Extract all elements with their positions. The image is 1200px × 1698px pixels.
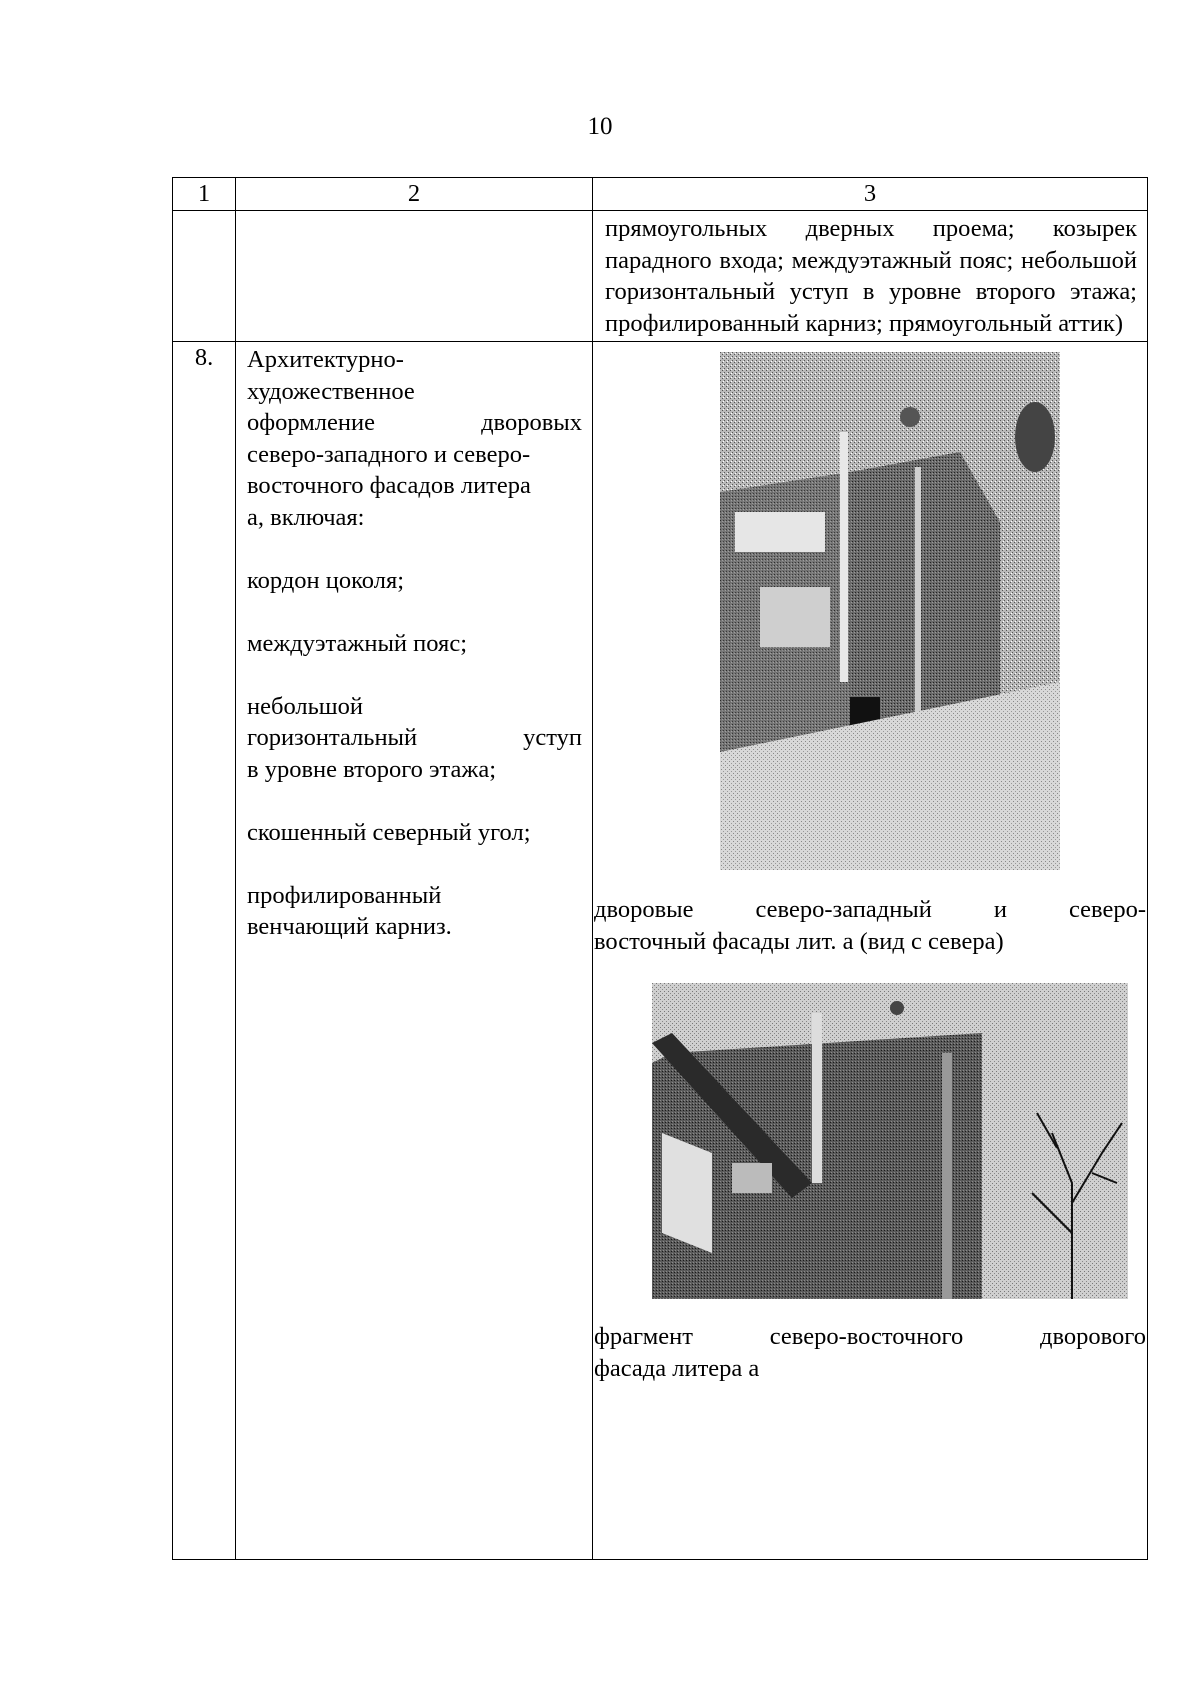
photo2-caption (593, 1321, 1147, 1384)
photo1-wrap (593, 342, 1147, 870)
header-col-1: 1 (173, 178, 236, 211)
desc-item-cornice-1: профилированный (247, 881, 442, 909)
photo1-caption-line2: восточный фасады лит. а (вид с севера) (594, 927, 1004, 955)
desc-item-belt: междуэтажный пояс; (247, 629, 467, 657)
desc-line-6: а, включая: (247, 503, 365, 531)
header-col-3: 3 (593, 178, 1148, 211)
continuation-text: прямоугольных дверных проема; козырек парадного входа; междуэтажный пояс; небольшой горизонтальный уступ в уровне второго этажа; профилированный карниз; прямоугольный аттик) (605, 215, 1137, 337)
description-text (236, 342, 592, 943)
desc-item-cornice-2: венчающий карниз. (247, 913, 452, 940)
photo1-caption (593, 894, 1147, 957)
desc-line-1: Архитектурно- (247, 346, 404, 373)
cell-empty-1 (173, 211, 236, 342)
page-number: 10 (587, 113, 613, 140)
desc-line-4: северо-западного и северо- (247, 440, 531, 468)
row-number: 8. (173, 342, 236, 1560)
photo1-caption-line1: дворовые северо-западный и северо- (594, 896, 1146, 923)
photo2-caption-line2: фасада литера а (594, 1354, 760, 1382)
continuation-cell (593, 211, 1148, 342)
desc-line-3: оформление дворовых (247, 409, 582, 436)
table-row-8 (173, 342, 1148, 1560)
header-col-2: 2 (236, 178, 593, 211)
table-row-continuation (173, 211, 1148, 342)
photo2-wrap (593, 957, 1147, 1299)
desc-line-2: художественное (247, 377, 415, 405)
desc-item-ledge-2: горизонтальный уступ (247, 724, 582, 751)
desc-item-ledge-3: в уровне второго этажа; (247, 755, 497, 783)
facade-photo-north-view (720, 352, 1060, 870)
photo2-caption-line1: фрагмент северо-восточного дворового (594, 1323, 1146, 1350)
desc-item-corner: скошенный северный угол; (247, 818, 531, 846)
desc-item-ledge-1: небольшой (247, 692, 364, 720)
photos-cell (593, 342, 1148, 1560)
cell-empty-2 (236, 211, 593, 342)
facade-photo-fragment (652, 983, 1128, 1299)
description-cell (236, 342, 593, 1560)
table-header-row (173, 178, 1148, 211)
desc-line-5: восточного фасадов литера (247, 472, 531, 499)
monument-elements-table (172, 177, 1148, 1560)
desc-item-plinth-cornice: кордон цоколя; (247, 566, 405, 594)
